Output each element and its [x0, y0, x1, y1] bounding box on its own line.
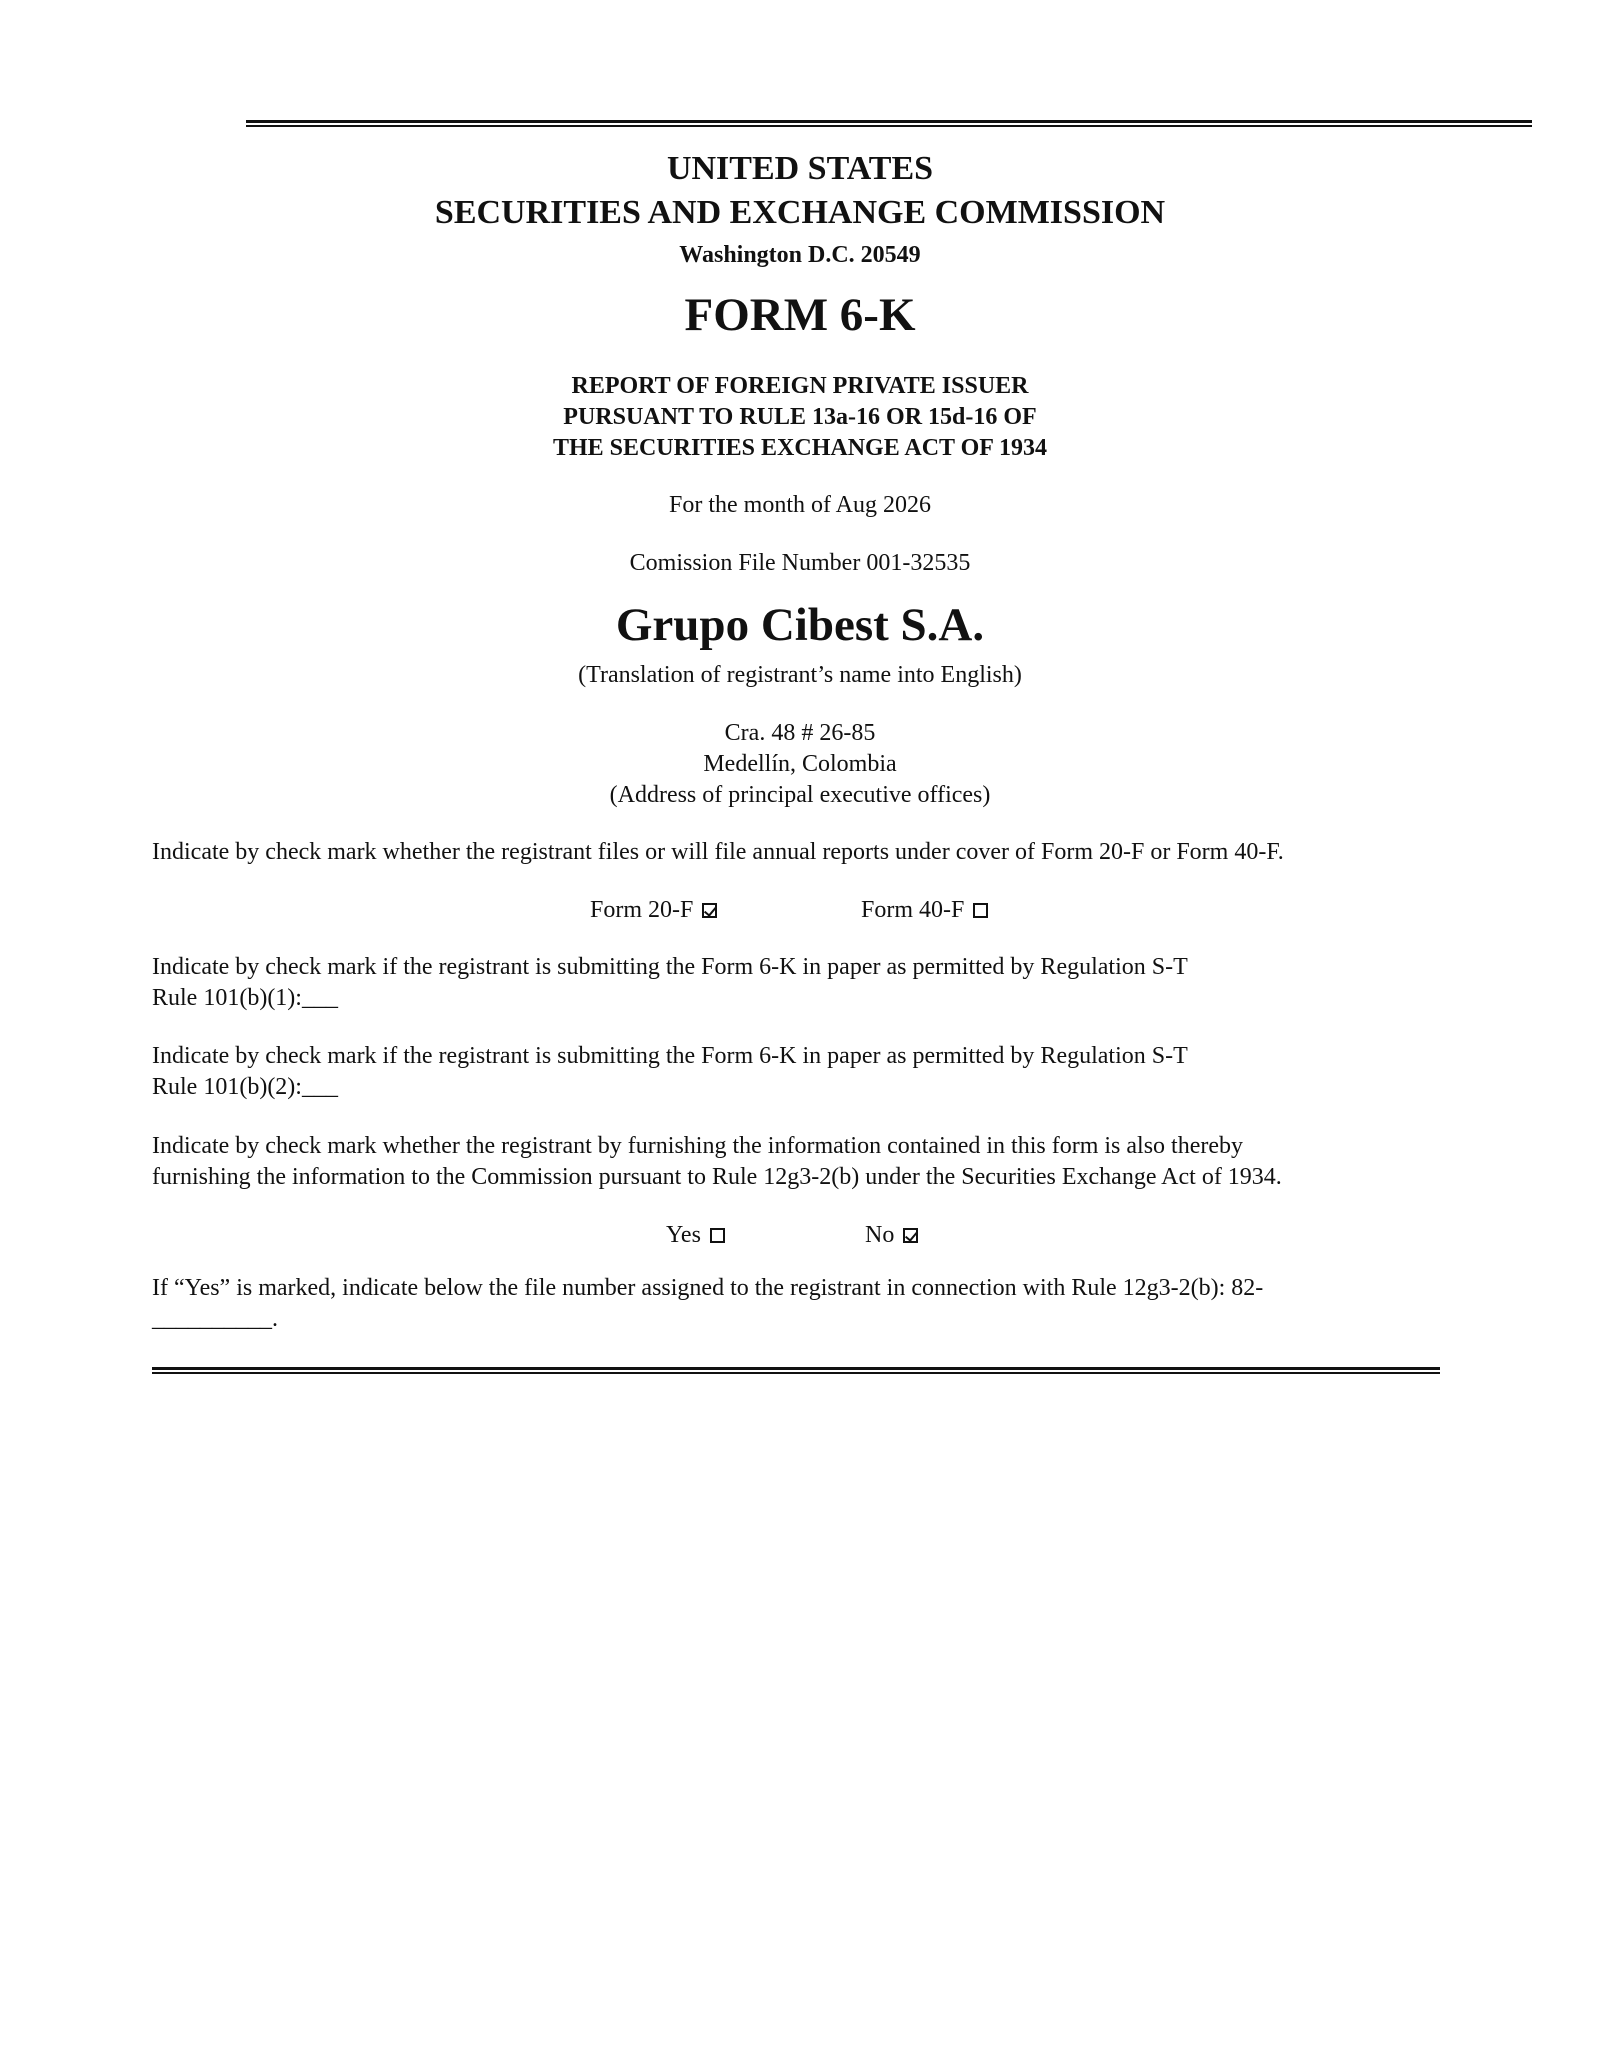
commission-file-number: Comission File Number 001-32535 [629, 550, 971, 576]
company-name: Grupo Cibest S.A. [615, 599, 985, 651]
report-line-2: PURSUANT TO RULE 13a-16 OR 15d-16 OF [563, 404, 1037, 430]
paper-rule-1-blank: Rule 101(b)(1):___ [152, 985, 338, 1011]
checked-box-icon [903, 1228, 918, 1243]
report-line-1: REPORT OF FOREIGN PRIVATE ISSUER [571, 373, 1029, 399]
empty-box-icon [973, 903, 988, 918]
paper-rule-2-question: Indicate by check mark if the registrant is submitting the Form 6-K in paper as permitted by Regulation S-T [152, 1043, 1188, 1069]
yes-option [666, 1220, 725, 1250]
furnishing-question-line-2: furnishing the information to the Commission pursuant to Rule 12g3-2(b) under the Securities Exchange Act of 1934. [152, 1164, 1282, 1190]
checked-box-icon [702, 903, 717, 918]
address-caption: (Address of principal executive offices) [609, 782, 991, 808]
empty-box-icon [710, 1228, 725, 1243]
form-title: FORM 6-K [684, 289, 916, 341]
header-commission: SECURITIES AND EXCHANGE COMMISSION [434, 194, 1166, 231]
company-translation-note: (Translation of registrant’s name into English) [578, 662, 1022, 688]
no-label: No [865, 1222, 895, 1248]
address-city: Medellín, Colombia [703, 751, 897, 777]
top-double-rule [246, 120, 1532, 127]
no-option [865, 1220, 918, 1250]
paper-rule-2-blank: Rule 101(b)(2):___ [152, 1074, 338, 1100]
address-street: Cra. 48 # 26-85 [724, 720, 876, 746]
bottom-double-rule [152, 1367, 1440, 1374]
furnishing-question-line-1: Indicate by check mark whether the registrant by furnishing the information contained in this form is also thereby [152, 1133, 1244, 1159]
form-20f-label: Form 20-F [590, 897, 694, 923]
report-month: For the month of Aug 2026 [669, 492, 931, 518]
annual-report-question: Indicate by check mark whether the registrant files or will file annual reports under cover of Form 20-F or Form 40-F. [152, 839, 1284, 865]
form-20f-option [590, 895, 717, 925]
paper-rule-1-question: Indicate by check mark if the registrant is submitting the Form 6-K in paper as permitted by Regulation S-T [152, 954, 1188, 980]
report-line-3: THE SECURITIES EXCHANGE ACT OF 1934 [552, 435, 1048, 461]
file-number-if-yes-line-1: If “Yes” is marked, indicate below the file number assigned to the registrant in connection with Rule 12g3-2(b): 82- [152, 1275, 1264, 1301]
form-40f-option [861, 895, 988, 925]
header-location: Washington D.C. 20549 [679, 242, 921, 268]
header-country: UNITED STATES [666, 150, 934, 187]
form-40f-label: Form 40-F [861, 897, 965, 923]
yes-label: Yes [666, 1222, 701, 1248]
file-number-if-yes-blank: __________. [152, 1306, 278, 1332]
